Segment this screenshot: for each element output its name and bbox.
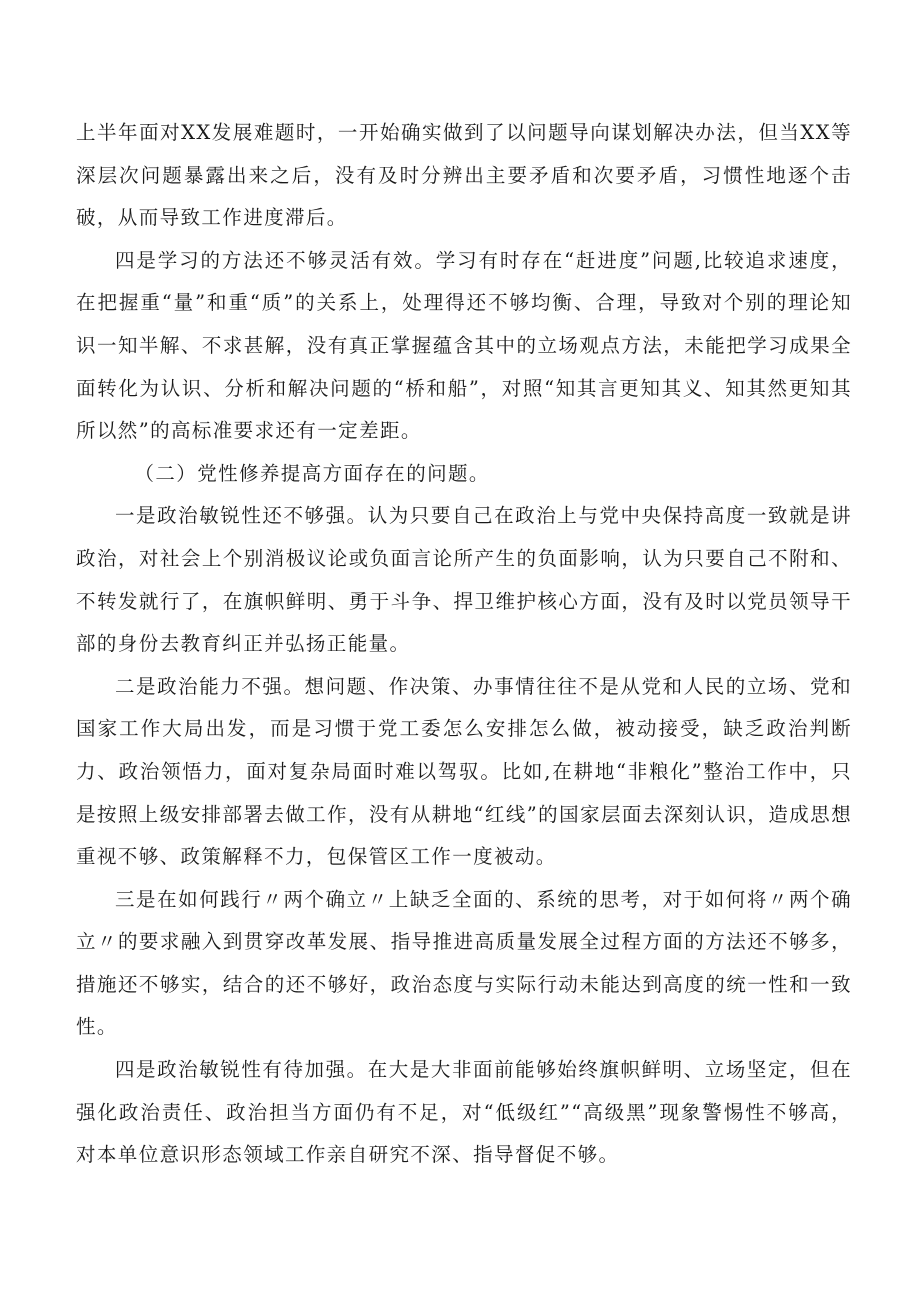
paragraph-political-sensitivity: 一是政治敏锐性还不够强。认为只要自己在政治上与党中央保持高度一致就是讲政治，对社会上个别消极议论或负面言论所产生的负面影响，认为只要自己不附和、不转发就行了，在旗帜鲜明、勇于斗争、捍卫维护核心方面，没有及时以党员领导干部的身份去教育纠正并弘扬正能量。	[76, 504, 852, 656]
document-body	[76, 112, 852, 1177]
paragraph-continuation: 上半年面对XX发展难题时，一开始确实做到了以问题导向谋划解决办法，但当XX等深层次问题暴露出来之后，没有及时分辨出主要矛盾和次要矛盾，习惯性地逐个击破，从而导致工作进度滞后。	[76, 121, 852, 230]
section-heading-party-spirit: （二）党性修养提高方面存在的问题。	[134, 461, 490, 485]
paragraph-political-alertness: 四是政治敏锐性有待加强。在大是大非面前能够始终旗帜鲜明、立场坚定，但在强化政治责任、政治担当方面仍有不足，对“低级红”“高级黑”现象警惕性不够高，对本单位意识形态领域工作亲自研究不深、指导督促不够。	[76, 1058, 852, 1167]
paragraph-two-establishments: 三是在如何践行〃两个确立〃上缺乏全面的、系统的思考，对于如何将〃两个确立〃的要求融入到贯穿改革发展、指导推进高质量发展全过程方面的方法还不够多，措施还不够实，结合的还不够好，政治态度与实际行动未能达到高度的统一性和一致性。	[76, 887, 852, 1039]
paragraph-learning-method: 四是学习的方法还不够灵活有效。学习有时存在“赶进度”问题,比较追求速度，在把握重“量”和重“质”的关系上，处理得还不够均衡、合理，导致对个别的理论知识一知半解、不求甚解，没有真正掌握蕴含其中的立场观点方法，未能把学习成果全面转化为认识、分析和解决问题的“桥和船”，对照“知其言更知其义、知其然更知其所以然”的高标准要求还有一定差距。	[76, 248, 852, 443]
paragraph-political-ability: 二是政治能力不强。想问题、作决策、办事情往往不是从党和人民的立场、党和国家工作大局出发，而是习惯于党工委怎么安排怎么做，被动接受，缺乏政治判断力、政治领悟力，面对复杂局面时难以驾驭。比如,在耕地“非粮化”整治工作中，只是按照上级安排部署去做工作，没有从耕地“红线”的国家层面去深刻认识，造成思想重视不够、政策解释不力，包保管区工作一度被动。	[76, 674, 852, 869]
